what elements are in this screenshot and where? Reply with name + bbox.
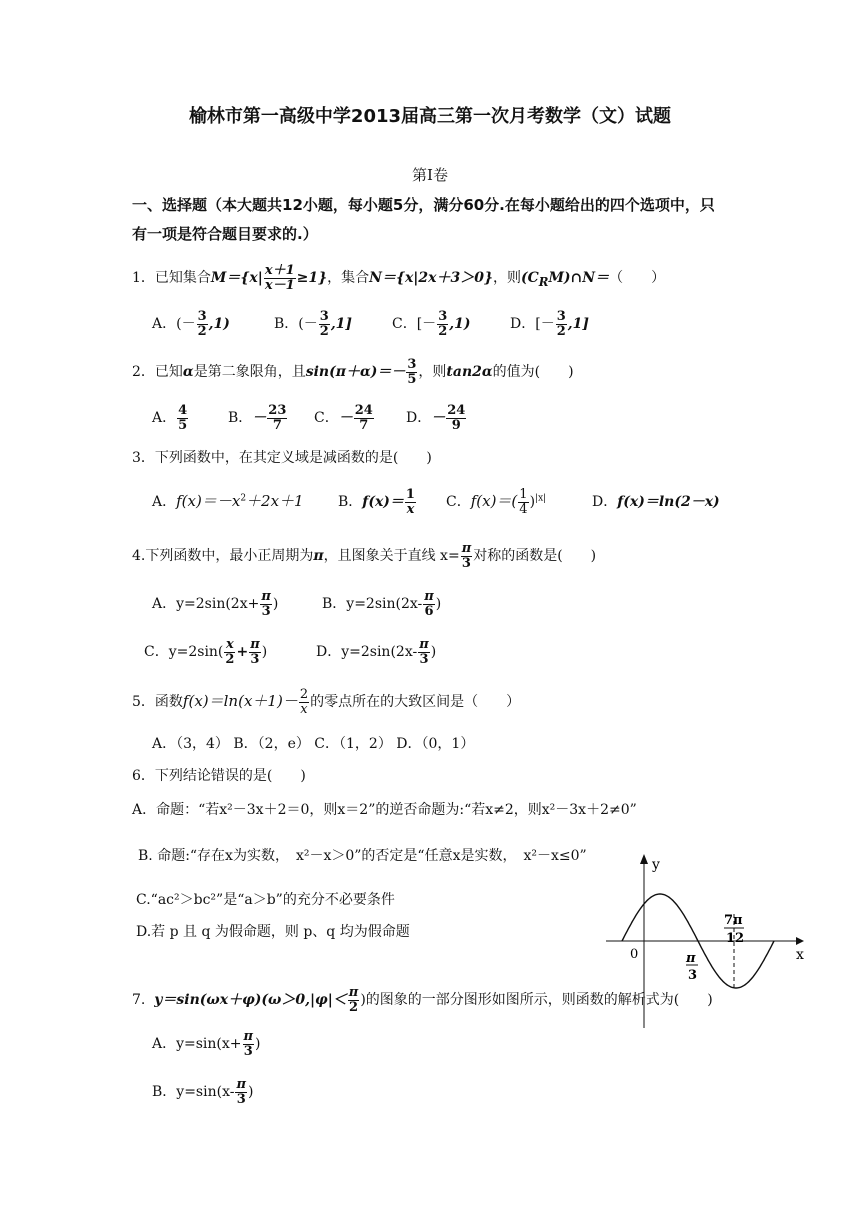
q3-option-a: A．$f(x)=-x^2+2x+1$ bbox=[152, 492, 304, 511]
q2-fraction: $\frac{3}{5}$ bbox=[407, 357, 417, 387]
q1-set-m: M＝{x| bbox=[210, 270, 263, 287]
q1-option-d: D．[－ $\frac{3}{2}$ ,1] bbox=[510, 309, 589, 339]
q2-option-b: B．－ $\frac{23}{7}$ bbox=[228, 403, 287, 433]
q1-expr: (C bbox=[520, 270, 539, 287]
q1-sub: R bbox=[538, 274, 549, 289]
x-axis-arrow bbox=[796, 937, 804, 945]
q4-option-c: C．y=2sin( $\frac{x}{2}$ + $\frac{\pi}{3}$ ) bbox=[144, 637, 268, 667]
y-axis-arrow bbox=[640, 854, 648, 864]
volume-label: 第Ⅰ卷 bbox=[412, 166, 448, 184]
q1-option-a: A．(－ $\frac{3}{2}$ ,1) bbox=[152, 309, 230, 339]
q6-option-b: B. 命题:“存在x为实数， x²－x＞0”的否定是“任意x是实数， x²－x≤0” bbox=[138, 848, 587, 864]
question-3: 3．下列函数中，在其定义域是减函数的是( ) bbox=[132, 450, 432, 466]
question-5: 5．函数f(x)＝ln(x＋1)－ $\frac{2}{x}$ 的零点所在的大致区间是（ ） bbox=[132, 687, 521, 717]
q1-frac-num: x＋1 bbox=[264, 263, 295, 278]
q6-option-d: D.若 p 且 q 为假命题，则 p、q 均为假命题 bbox=[136, 924, 410, 940]
q1-option-c: C．[－ $\frac{3}{2}$ ,1) bbox=[392, 309, 471, 339]
tick1-num: π bbox=[686, 951, 696, 966]
question-2: 2．已知α是第二象限角，且sin(π＋α)＝－ $\frac{3}{5}$ ，则tan2α的值为( ) bbox=[132, 357, 574, 387]
q3-option-c: C．f(x)＝( $\frac{1}{4}$ )$^{|x|}$ bbox=[446, 487, 547, 517]
q1-options bbox=[152, 310, 589, 338]
q1-tail: ，则 bbox=[492, 270, 521, 287]
q6-option-c: C.“ac²＞bc²”是“a＞b”的充分不必要条件 bbox=[136, 892, 395, 908]
q1-prefix: 1．已知集合 bbox=[132, 270, 211, 287]
q2-options bbox=[152, 404, 467, 432]
q4-option-a: A．y=2sin(2x+ $\frac{\pi}{3}$ ) bbox=[152, 589, 279, 619]
q2-option-c: C．－ $\frac{24}{7}$ bbox=[314, 403, 373, 433]
q1-frac-den: x－1 bbox=[264, 277, 295, 293]
tick2-den: 12 bbox=[726, 931, 745, 946]
q1-mid: ，集合 bbox=[327, 270, 370, 287]
tick2-num: 7π bbox=[724, 913, 743, 928]
question-1 bbox=[132, 264, 665, 292]
page-title: 榆林市第一高级中学2013届高三第一次月考数学（文）试题 bbox=[188, 106, 672, 127]
q2-option-a: A． $\frac{4}{5}$ bbox=[152, 403, 188, 433]
q4-option-b: B．y=2sin(2x- $\frac{\pi}{6}$ ) bbox=[322, 589, 442, 619]
q2-option-d: D．－ $\frac{24}{9}$ bbox=[406, 403, 466, 433]
q1-set-n: N＝{x|2x＋3＞0} bbox=[369, 270, 493, 287]
q1-option-b: B．(－ $\frac{3}{2}$ ,1] bbox=[274, 309, 353, 339]
question-4: 4.下列函数中，最小正周期为π，且图象关于直线 x= $\frac{\pi}{3}$ 对称的函数是( ) bbox=[132, 541, 597, 571]
q4-option-d: D．y=2sin(2x- $\frac{\pi}{3}$ ) bbox=[316, 637, 437, 667]
q1-set-m-end: ≥1} bbox=[296, 270, 328, 287]
y-axis-label: y bbox=[652, 857, 660, 873]
q7-option-a: A．y=sin(x+ $\frac{\pi}{3}$ ) bbox=[152, 1029, 261, 1059]
q5-options: A．（3，4） B．（2，e） C．（1，2） D．（0，1） bbox=[152, 736, 475, 752]
tick1-den: 3 bbox=[688, 968, 698, 983]
q1-paren: （ ） bbox=[609, 270, 666, 287]
section-heading-line2: 有一项是符合题目要求的.） bbox=[132, 225, 318, 243]
q3-options bbox=[152, 488, 720, 516]
question-7: 7. y＝sin(ωx＋φ)(ω＞0,|φ|＜ $\frac{\pi}{2}$ )的图象的一部分图形如图所示，则函数的解析式为( ) bbox=[132, 985, 713, 1015]
q3-option-d: D．f(x)＝ln(2－x) bbox=[592, 494, 720, 511]
origin-label: 0 bbox=[630, 947, 639, 962]
q3-option-b: B．f(x)＝ $\frac{1}{x}$ bbox=[338, 487, 415, 517]
x-axis-label: x bbox=[796, 947, 804, 963]
q1-fraction bbox=[264, 264, 296, 292]
q7-option-b: B．y=sin(x- $\frac{\pi}{3}$ ) bbox=[152, 1077, 254, 1107]
q1-expr2: M)∩N＝ bbox=[548, 270, 610, 287]
section-heading-line1: 一、选择题（本大题共12小题，每小题5分，满分60分.在每小题给出的四个选项中，只 bbox=[132, 196, 715, 214]
question-6: 6．下列结论错误的是( ) bbox=[132, 768, 306, 784]
q6-option-a: A．命题：“若x²－3x＋2＝0，则x＝2”的逆否命题为:“若x≠2，则x²－3x＋2≠0” bbox=[132, 802, 637, 818]
